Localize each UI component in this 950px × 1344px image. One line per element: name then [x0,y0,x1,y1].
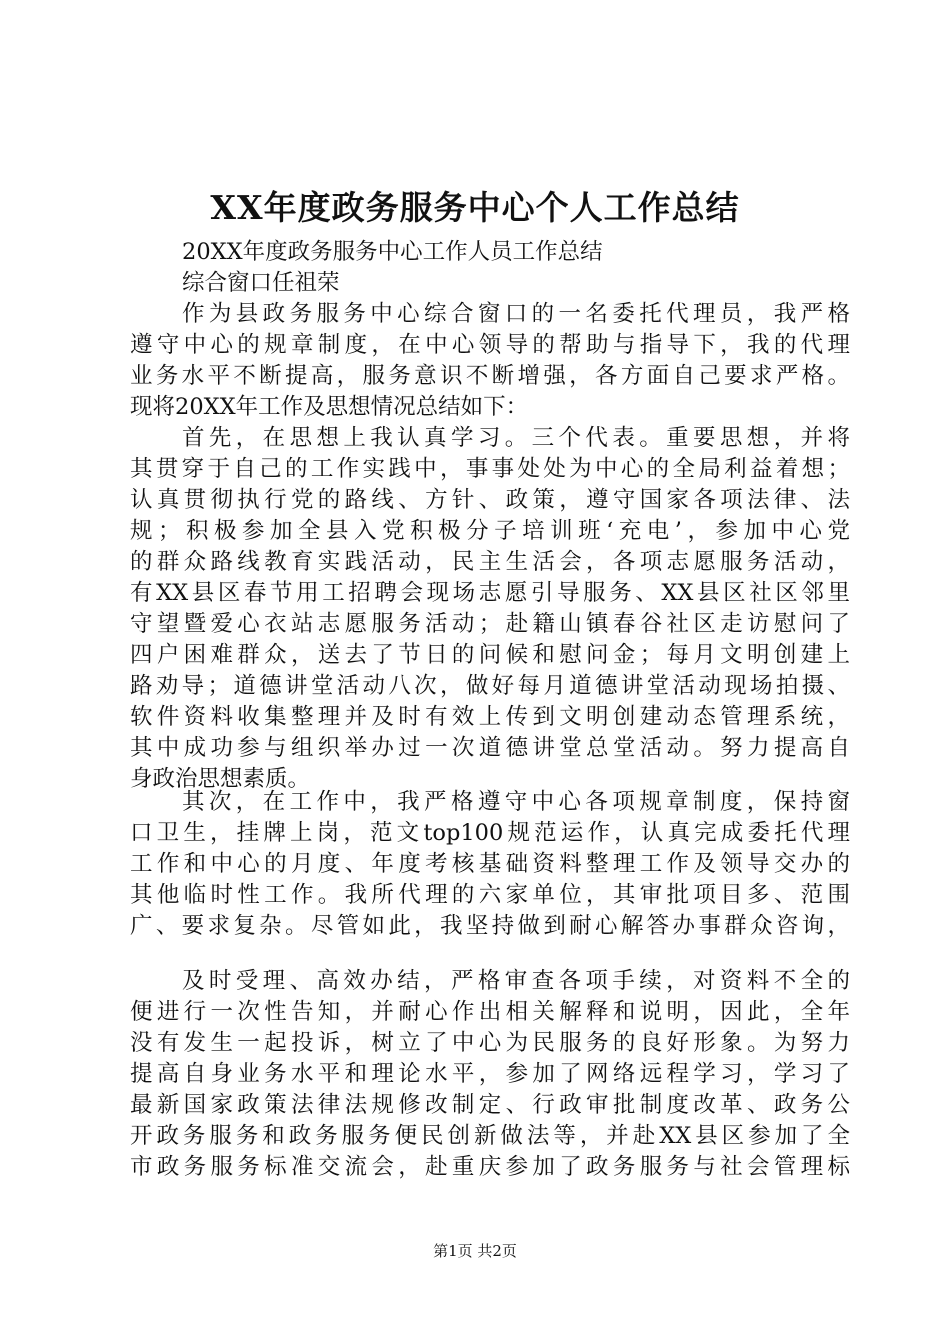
paragraph-line: 遵守中心的规章制度，在中心领导的帮助与指导下，我的代理 [130,332,850,358]
paragraph-line: 最新国家政策法律法规修改制定、行政审批制度改革、政务公 [130,1092,850,1118]
paragraph-line: 市政务服务标准交流会，赴重庆参加了政务服务与社会管理标 [130,1154,850,1180]
paragraph-line: 守望暨爱心衣站志愿服务活动；赴籍山镇春谷社区走访慰问了 [130,611,850,637]
paragraph-line: 及时受理、高效办结，严格审查各项手续，对资料不全的 [182,968,850,994]
paragraph-line: 认真贯彻执行党的路线、方针、政策，遵守国家各项法律、法 [130,487,850,513]
subtitle-block [130,237,850,299]
paragraph-3 [130,787,850,942]
paragraph-line: 工作和中心的月度、年度考核基础资料整理工作及领导交办的 [130,851,850,877]
page-footer: 第1页 共2页 [433,1242,517,1260]
paragraph-line: 身政治思想素质。 [130,766,311,792]
paragraph-line: 业务水平不断提高，服务意识不断增强，各方面自己要求严格。 [130,363,850,389]
paragraph-line: 其贯穿于自己的工作实践中，事事处处为中心的全局利益着想； [130,456,850,482]
paragraph-line: 广、要求复杂。尽管如此，我坚持做到耐心解答办事群众咨询， [130,913,850,939]
paragraph-line: 软件资料收集整理并及时有效上传到文明创建动态管理系统， [130,704,850,730]
paragraph-line: 现将20XX年工作及思想情况总结如下： [130,394,529,420]
paragraph-line: 开政务服务和政务服务便民创新做法等，并赴XX县区参加了全 [130,1123,850,1149]
paragraph-line: 其中成功参与组织举办过一次道德讲堂总堂活动。努力提高自 [130,735,850,761]
paragraph-line: 其次，在工作中，我严格遵守中心各项规章制度，保持窗 [182,789,850,815]
paragraph-line: 口卫生，挂牌上岗，范文top100规范运作，认真完成委托代理 [130,820,850,846]
paragraph-line: 没有发生一起投诉，树立了中心为民服务的良好形象。为努力 [130,1030,850,1056]
document-author: 综合窗口任祖荣 [182,270,340,296]
paragraph-line: 路劝导；道德讲堂活动八次，做好每月道德讲堂活动现场拍摄、 [130,673,850,699]
paragraph-1 [130,299,850,423]
paragraph-line: 作为县政务服务中心综合窗口的一名委托代理员，我严格 [182,301,850,327]
paragraph-line: 的群众路线教育实践活动，民主生活会，各项志愿服务活动， [130,549,850,575]
paragraph-line: 首先，在思想上我认真学习。三个代表。重要思想，并将 [182,425,850,451]
paragraph-line: 规；积极参加全县入党积极分子培训班‘充电’，参加中心党 [130,518,850,544]
paragraph-2 [130,423,850,795]
paragraph-4 [130,966,850,1183]
paragraph-line: 其他临时性工作。我所代理的六家单位，其审批项目多、范围 [130,882,850,908]
document-subtitle: 20XX年度政务服务中心工作人员工作总结 [182,239,603,265]
paragraph-line: 便进行一次性告知，并耐心作出相关解释和说明，因此，全年 [130,999,850,1025]
paragraph-line: 提高自身业务水平和理论水平，参加了网络远程学习，学习了 [130,1061,850,1087]
paragraph-line: 四户困难群众，送去了节日的问候和慰问金；每月文明创建上 [130,642,850,668]
paragraph-line: 有XX县区春节用工招聘会现场志愿引导服务、XX县区社区邻里 [130,580,850,606]
document-title: XX年度政务服务中心个人工作总结 [210,188,740,227]
